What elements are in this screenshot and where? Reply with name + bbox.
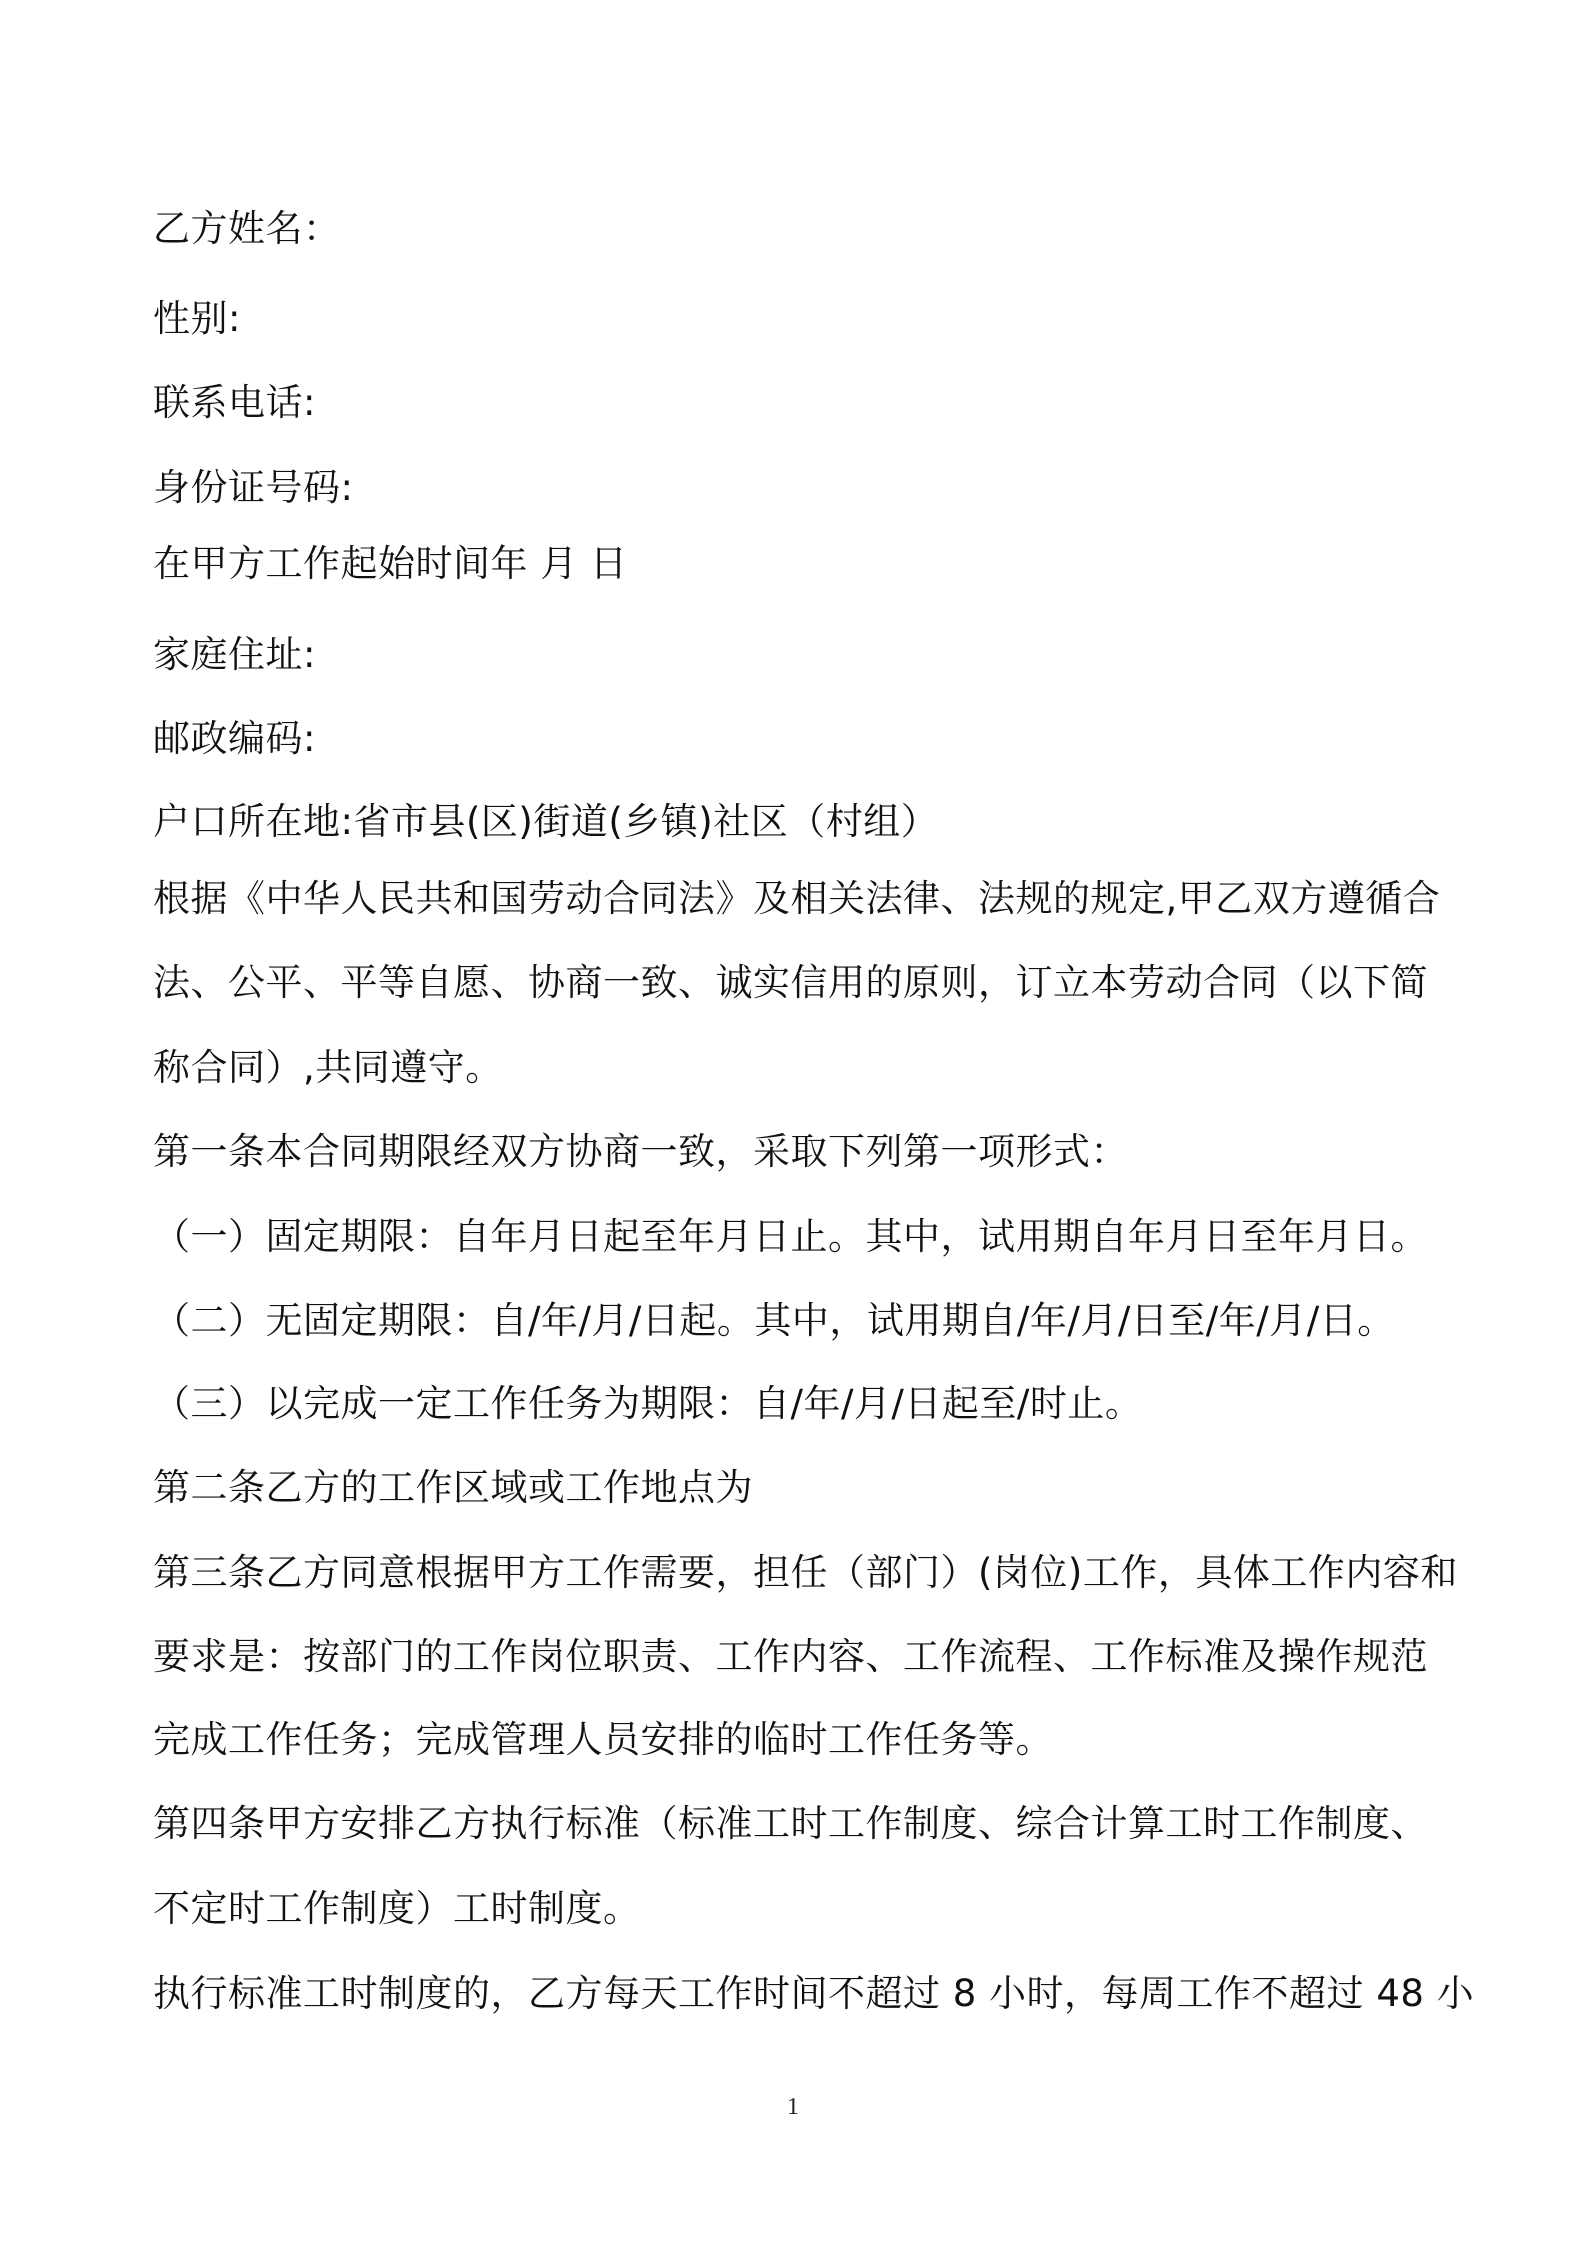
page-number: 1 (787, 2094, 799, 2120)
household-registration-line: 户口所在地:省市县(区)街道(乡镇)社区（村组） (153, 800, 939, 843)
phone-line: 联系电话: (153, 381, 316, 424)
start-date-line: 在甲方工作起始时间年 月 日 (153, 542, 628, 585)
gender-line: 性别: (153, 297, 241, 340)
article-1-heading: 第一条本合同期限经双方协商一致，采取下列第一项形式： (153, 1130, 1128, 1173)
home-address-line: 家庭住址: (153, 633, 316, 676)
article-1-option-3: （三）以完成一定工作任务为期限：自/年/月/日起至/时止。 (153, 1382, 1143, 1425)
id-number-line: 身份证号码: (153, 466, 354, 509)
article-1-option-2: （二）无固定期限：自/年/月/日起。其中，试用期自/年/月/日至/年/月/日。 (153, 1299, 1395, 1342)
preamble-line-1: 根据《中华人民共和国劳动合同法》及相关法律、法规的规定,甲乙双方遵循合 (153, 877, 1441, 920)
article-3-line-2: 要求是：按部门的工作岗位职责、工作内容、工作流程、工作标准及操作规范 (153, 1635, 1428, 1678)
article-1-option-1: （一）固定期限：自年月日起至年月日止。其中，试用期自年月日至年月日。 (153, 1215, 1428, 1258)
article-3-line-1: 第三条乙方同意根据甲方工作需要，担任（部门）(岗位)工作，具体工作内容和 (153, 1551, 1458, 1594)
postal-code-line: 邮政编码: (153, 717, 316, 760)
article-2-line: 第二条乙方的工作区域或工作地点为 (153, 1466, 753, 1509)
article-3-line-3: 完成工作任务；完成管理人员安排的临时工作任务等。 (153, 1718, 1053, 1761)
standard-hours-line: 执行标准工时制度的，乙方每天工作时间不超过 8 小时，每周工作不超过 48 小 (153, 1972, 1475, 2015)
preamble-line-2: 法、公平、平等自愿、协商一致、诚实信用的原则，订立本劳动合同（以下简 (153, 961, 1428, 1004)
preamble-line-3: 称合同）,共同遵守。 (153, 1046, 503, 1089)
party-b-name-line: 乙方姓名： (153, 207, 341, 250)
article-4-line-2: 不定时工作制度）工时制度。 (153, 1887, 641, 1930)
article-4-line-1: 第四条甲方安排乙方执行标准（标准工时工作制度、综合计算工时工作制度、 (153, 1802, 1428, 1845)
